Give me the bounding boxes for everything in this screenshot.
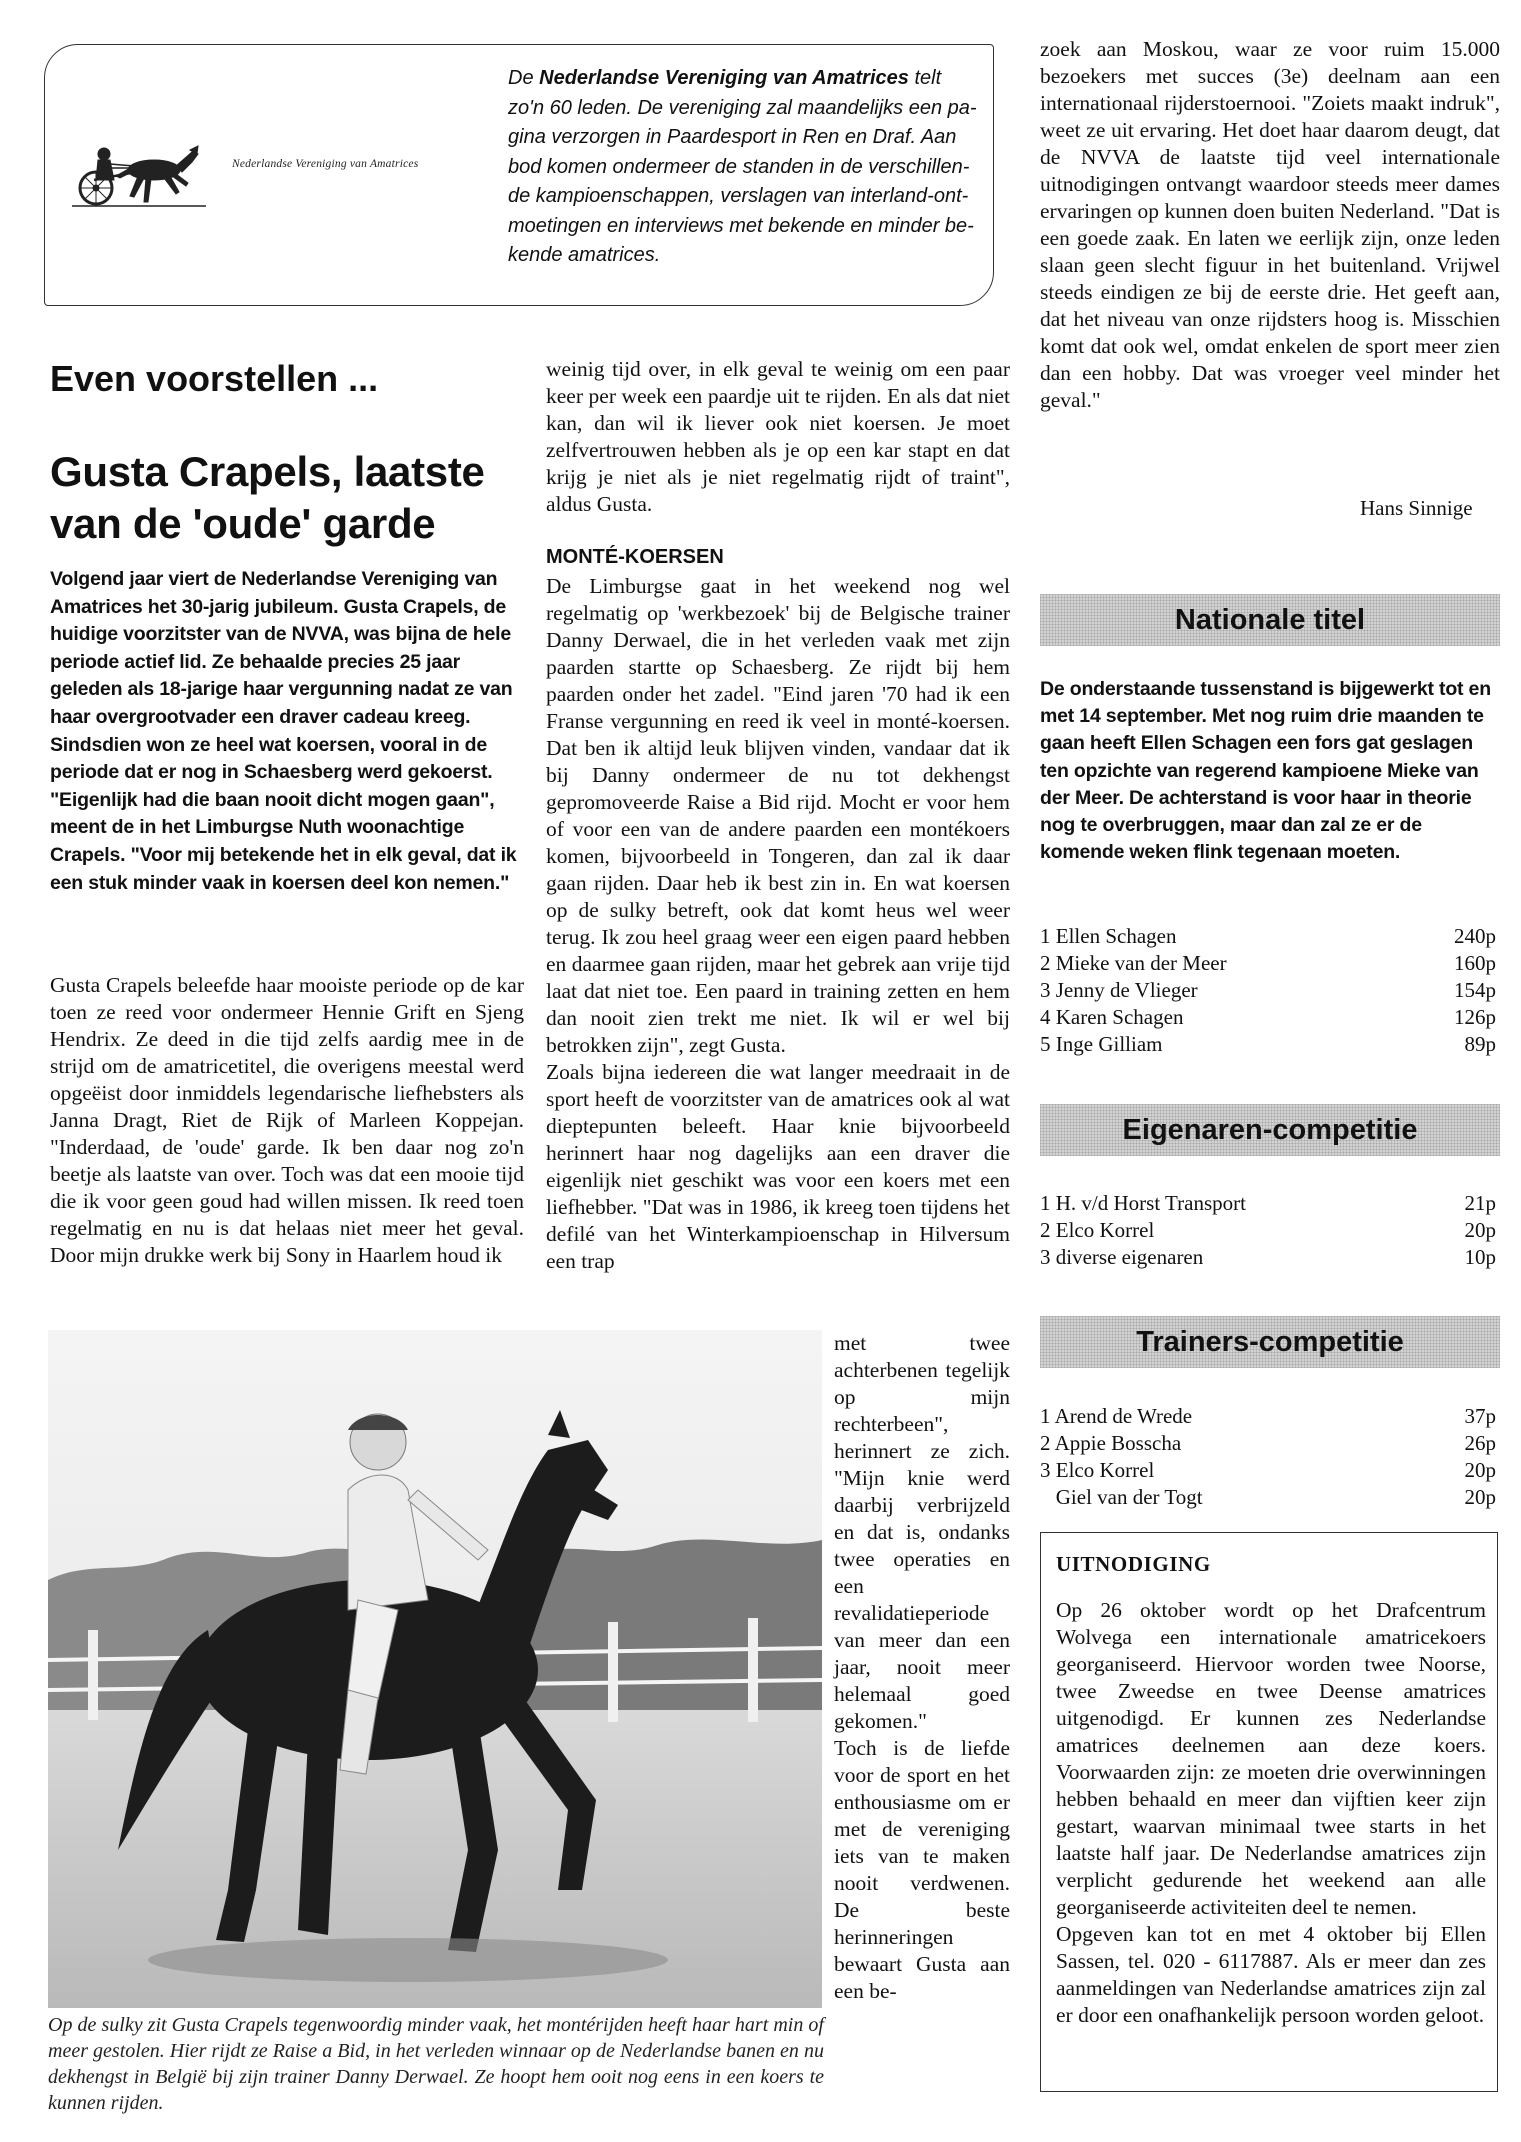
wrapped-paragraph-1: met twee achterbenen tegelijk op mijn rechterbeen", herinnert ze zich. "Mijn knie werd daarbij verbrijzeld en dat is, ondanks twee operaties en een revalidatieperiode van meer dan een jaar, nooit meer helemaal goed gekomen." — [834, 1331, 1010, 1733]
standings-row — [1040, 1484, 1496, 1511]
standings-name: 3 diverse eigenaren — [1040, 1245, 1204, 1269]
standings-name: 3 Elco Korrel — [1040, 1458, 1155, 1482]
standings-points: 21p — [1464, 1191, 1496, 1215]
standings-row — [1040, 1004, 1496, 1031]
standings-points: 240p — [1454, 924, 1496, 948]
standings-points: 20p — [1464, 1485, 1496, 1509]
standings-row — [1040, 1244, 1496, 1271]
column-2-paragraph-2: Zoals bijna iedereen die wat langer meedraait in de sport heeft de voorzitster van de amatrices ook al wat dieptepunten beleeft. Haar knie bijvoorbeeld herinnert haar nog dagelijks aan een draver die eigenlijk niet geschikt was voor een koers met een liefhebber. "Dat was in 1986, ik kreeg toen tijdens het defilé van het Winterkampioenschap in Hilversum een trap — [546, 1060, 1010, 1273]
standings-name: 5 Inge Gilliam — [1040, 1032, 1163, 1056]
invitation-paragraph-1: Op 26 oktober wordt op het Drafcentrum Wolvega een internationale amatricekoers georganiseerd. Hiervoor worden twee Noorse, twee Zweedse en twee Deense amatrices uitgenodigd. Er kunnen zes Nederlandse amatrices deelnemen aan deze koers. Voorwaarden zijn: ze moeten drie overwinningen hebben behaald en meer dan vijftien keer zijn gestart, waarvan minimaal twee starts in het laatste half jaar. De Nederlandse amatrices zijn verplicht gedurende het weekend aan alle georganiseerde activiteiten deel te nemen. — [1056, 1598, 1486, 1919]
column-1-body: Gusta Crapels beleefde haar mooiste periode op de kar toen ze reed voor ondermeer Hennie Grift en Sjeng Hendrix. Ze deed in die tijd zelfs aardig mee in de strijd om de amatricetitel, die overigens meestal werd opgeëist door inmiddels legendarische liefhebsters als Janna Dragt, Riet de Rijk of Marleen Koppejan. "Inderdaad, de 'oude' garde. Ik ben daar nog zo'n beetje als laatste van over. Toch was dat een mooie tijd die ik voor geen goud had willen missen. Ik reed toen regelmatig en nu is dat helaas niet meer het geval. Door mijn drukke werk bij Sony in Haarlem houd ik — [50, 973, 524, 1267]
trainers-competitie-heading: Trainers-competitie — [1040, 1316, 1500, 1368]
standings-name: 2 Appie Bosscha — [1040, 1431, 1182, 1455]
standings-points: 154p — [1454, 978, 1496, 1002]
standings-name: 1 Ellen Schagen — [1040, 924, 1177, 948]
column-2-body — [546, 573, 1010, 1275]
horse-sulky-logo-icon — [64, 136, 214, 216]
standings-row — [1040, 950, 1496, 977]
intro-line: moetingen en interviews met bekende en minder be- — [508, 214, 974, 237]
standings-name: 1 H. v/d Horst Transport — [1040, 1191, 1246, 1215]
invitation-title: UITNODIGING — [1056, 1552, 1211, 1576]
standings-name: 2 Mieke van der Meer — [1040, 951, 1227, 975]
trainers-competitie-standings — [1040, 1403, 1496, 1511]
rider-on-horse-photo — [48, 1330, 822, 2008]
standings-row — [1040, 977, 1496, 1004]
nationale-titel-standings — [1040, 923, 1496, 1058]
standings-points: 26p — [1464, 1431, 1496, 1455]
intro-line: bod komen ondermeer de standen in de verschillen- — [508, 155, 970, 178]
article-title-line-2: van de 'oude' garde — [50, 500, 436, 547]
association-name: Nederlandse Vereniging van Amatrices — [232, 158, 419, 170]
standings-name: 3 Jenny de Vlieger — [1040, 978, 1198, 1002]
column-2-intro: weinig tijd over, in elk geval te weinig om een paar keer per week een paardje uit te rijden. En als dat niet kan, dan wil ik liever ook niet koersen. Je moet zelfvertrouwen hebben als je op een kar stapt en dat krijg je niet als je niet regelmatig rijdt of traint", aldus Gusta. — [546, 357, 1010, 516]
eigenaren-competitie-standings — [1040, 1190, 1496, 1271]
standings-row — [1040, 923, 1496, 950]
intro-line: gina verzorgen in Paardesport in Ren en Draf. Aan — [508, 126, 957, 148]
intro-line: kende amatrices. — [508, 244, 661, 266]
invitation-text — [1056, 1597, 1486, 2029]
standings-row — [1040, 1190, 1496, 1217]
standings-points: 20p — [1464, 1458, 1496, 1482]
standings-name: 1 Arend de Wrede — [1040, 1404, 1193, 1428]
intro-text — [508, 64, 986, 271]
standings-row — [1040, 1031, 1496, 1058]
standings-row — [1040, 1217, 1496, 1244]
standings-points: 160p — [1454, 951, 1496, 975]
column-2-paragraph-1: De Limburgse gaat in het weekend nog wel regelmatig op 'werkbezoek' bij de Belgische trainer Danny Derwael, die in het verleden vaak met zijn paarden startte op Schaesberg. Ze rijdt bij hem paarden onder het zadel. "Eind jaren '70 had ik een Franse vergunning en reed ik veel in monté-koersen. Dat ben ik altijd leuk blijven vinden, vandaar dat ik bij Danny ondermeer de nu tot dekhengst gepromoveerde Raise a Bid rijd. Mocht er voor hem of voor een van de andere paarden een montékoers komen, bijvoorbeeld in Tongeren, dan zal ik daar gaan rijden. Daar heb ik best zin in. En wat koersen op de sulky betreft, ook dat komt heus wel weer terug. Ik zou heel graag weer een eigen paard hebben en daarmee gaan rijden, maar het gebrek aan vrije tijd laat dat niet toe. Een paard in training zetten en hem dan nooit zien trekt me niet. Ik wil er wel bij betrokken zijn", zegt Gusta. — [546, 574, 1010, 1057]
intro-line: zo'n 60 leden. De vereniging zal maandelijks een pa- — [508, 96, 977, 119]
standings-row — [1040, 1430, 1496, 1457]
photo-caption: Op de sulky zit Gusta Crapels tegenwoordig minder vaak, het montérijden heeft haar hart min of meer gestolen. Hier rijdt ze Raise a Bid, in het verleden winnaar op de Nederlandse banen en nu dekhengst in België bij zijn trainer Danny Derwael. Ze hoopt hem ooit nog eens in een koers te kunnen rijden. — [48, 2014, 824, 2114]
section-title: Even voorstellen ... — [50, 358, 379, 399]
standings-name: 2 Elco Korrel — [1040, 1218, 1155, 1242]
eigenaren-competitie-heading: Eigenaren-competitie — [1040, 1104, 1500, 1156]
article-title — [50, 446, 520, 550]
standings-row — [1040, 1457, 1496, 1484]
standings-points: 20p — [1464, 1218, 1496, 1242]
intro-line: de kampioenschappen, verslagen van interland-ont- — [508, 185, 969, 207]
standings-points: 37p — [1464, 1404, 1496, 1428]
standings-points: 89p — [1464, 1032, 1496, 1056]
subheading: MONTÉ-KOERSEN — [546, 546, 724, 568]
standings-name: Giel van der Togt — [1040, 1485, 1203, 1509]
article-lead: Volgend jaar viert de Nederlandse Vereniging van Amatrices het 30-jarig jubileum. Gusta Crapels, de huidige voorzitster van de NVVA, was bijna de hele periode actief lid. Ze behaalde precies 25 jaar geleden als 18-jarige haar vergunning nadat ze van haar overgrootvader een draver cadeau kreeg. Sindsdien won ze heel wat koersen, vooral in de periode dat er nog in Schaesberg werd gekoerst. "Eigenlijk had die baan nooit dicht mogen gaan", meent de in het Limburgse Nuth woonachtige Crapels. "Voor mij betekende het in elk geval, dat ik een stuk minder vaak in koersen deel kon nemen." — [50, 568, 517, 894]
article-title-line-1: Gusta Crapels, laatste — [50, 448, 485, 495]
nationale-titel-heading: Nationale titel — [1040, 594, 1500, 646]
intro-line: De Nederlandse Vereniging van Amatrices telt — [508, 67, 942, 89]
nationale-titel-intro: De onderstaande tussenstand is bijgewerkt tot en met 14 september. Met nog ruim drie maanden te gaan heeft Ellen Schagen een fors gat geslagen ten opzichte van regerend kampioene Mieke van der Meer. De achterstand is voor haar in theorie nog te overbruggen, maar dan zal ze er de komende weken flink tegenaan moeten. — [1040, 678, 1491, 864]
wrapped-text-column — [834, 1330, 1010, 2005]
standings-name: 4 Karen Schagen — [1040, 1005, 1184, 1029]
byline: Hans Sinnige — [1360, 496, 1473, 520]
standings-row — [1040, 1403, 1496, 1430]
standings-points: 10p — [1464, 1245, 1496, 1269]
wrapped-paragraph-2: Toch is de liefde voor de sport en het enthousiasme om er met de vereniging iets van te maken nooit verdwenen. De beste herinneringen bewaart Gusta aan een be- — [834, 1736, 1010, 2003]
invitation-paragraph-2: Opgeven kan tot en met 4 oktober bij Ellen Sassen, tel. 020 - 6117887. Als er meer dan zes aanmeldingen van Nederlandse amatrices zijn zal er door een onafhankelijk persoon worden geloot. — [1056, 1922, 1486, 2027]
standings-points: 126p — [1454, 1005, 1496, 1029]
column-3-body: zoek aan Moskou, waar ze voor ruim 15.000 bezoekers met succes (3e) deelnam aan een internationaal rijderstoernooi. "Zoiets maakt indruk", weet ze uit ervaring. Het doet haar daarom deugt, dat de NVVA de laatste tijd veel internationale uitnodigingen ontvangt waardoor steeds meer dames ervaringen op kunnen doen buiten Nederland. "Dat is een goede zaak. En laten we eerlijk zijn, onze leden slaan geen slecht figuur in het buitenland. Vrijwel steeds eindigen ze bij de eerste drie. Het geeft aan, dat het niveau van onze rijdsters hoog is. Misschien komt dat ook wel, omdat enkelen de sport meer zien dan een hobby. Dat was vroeger veel minder het geval." — [1040, 37, 1500, 412]
